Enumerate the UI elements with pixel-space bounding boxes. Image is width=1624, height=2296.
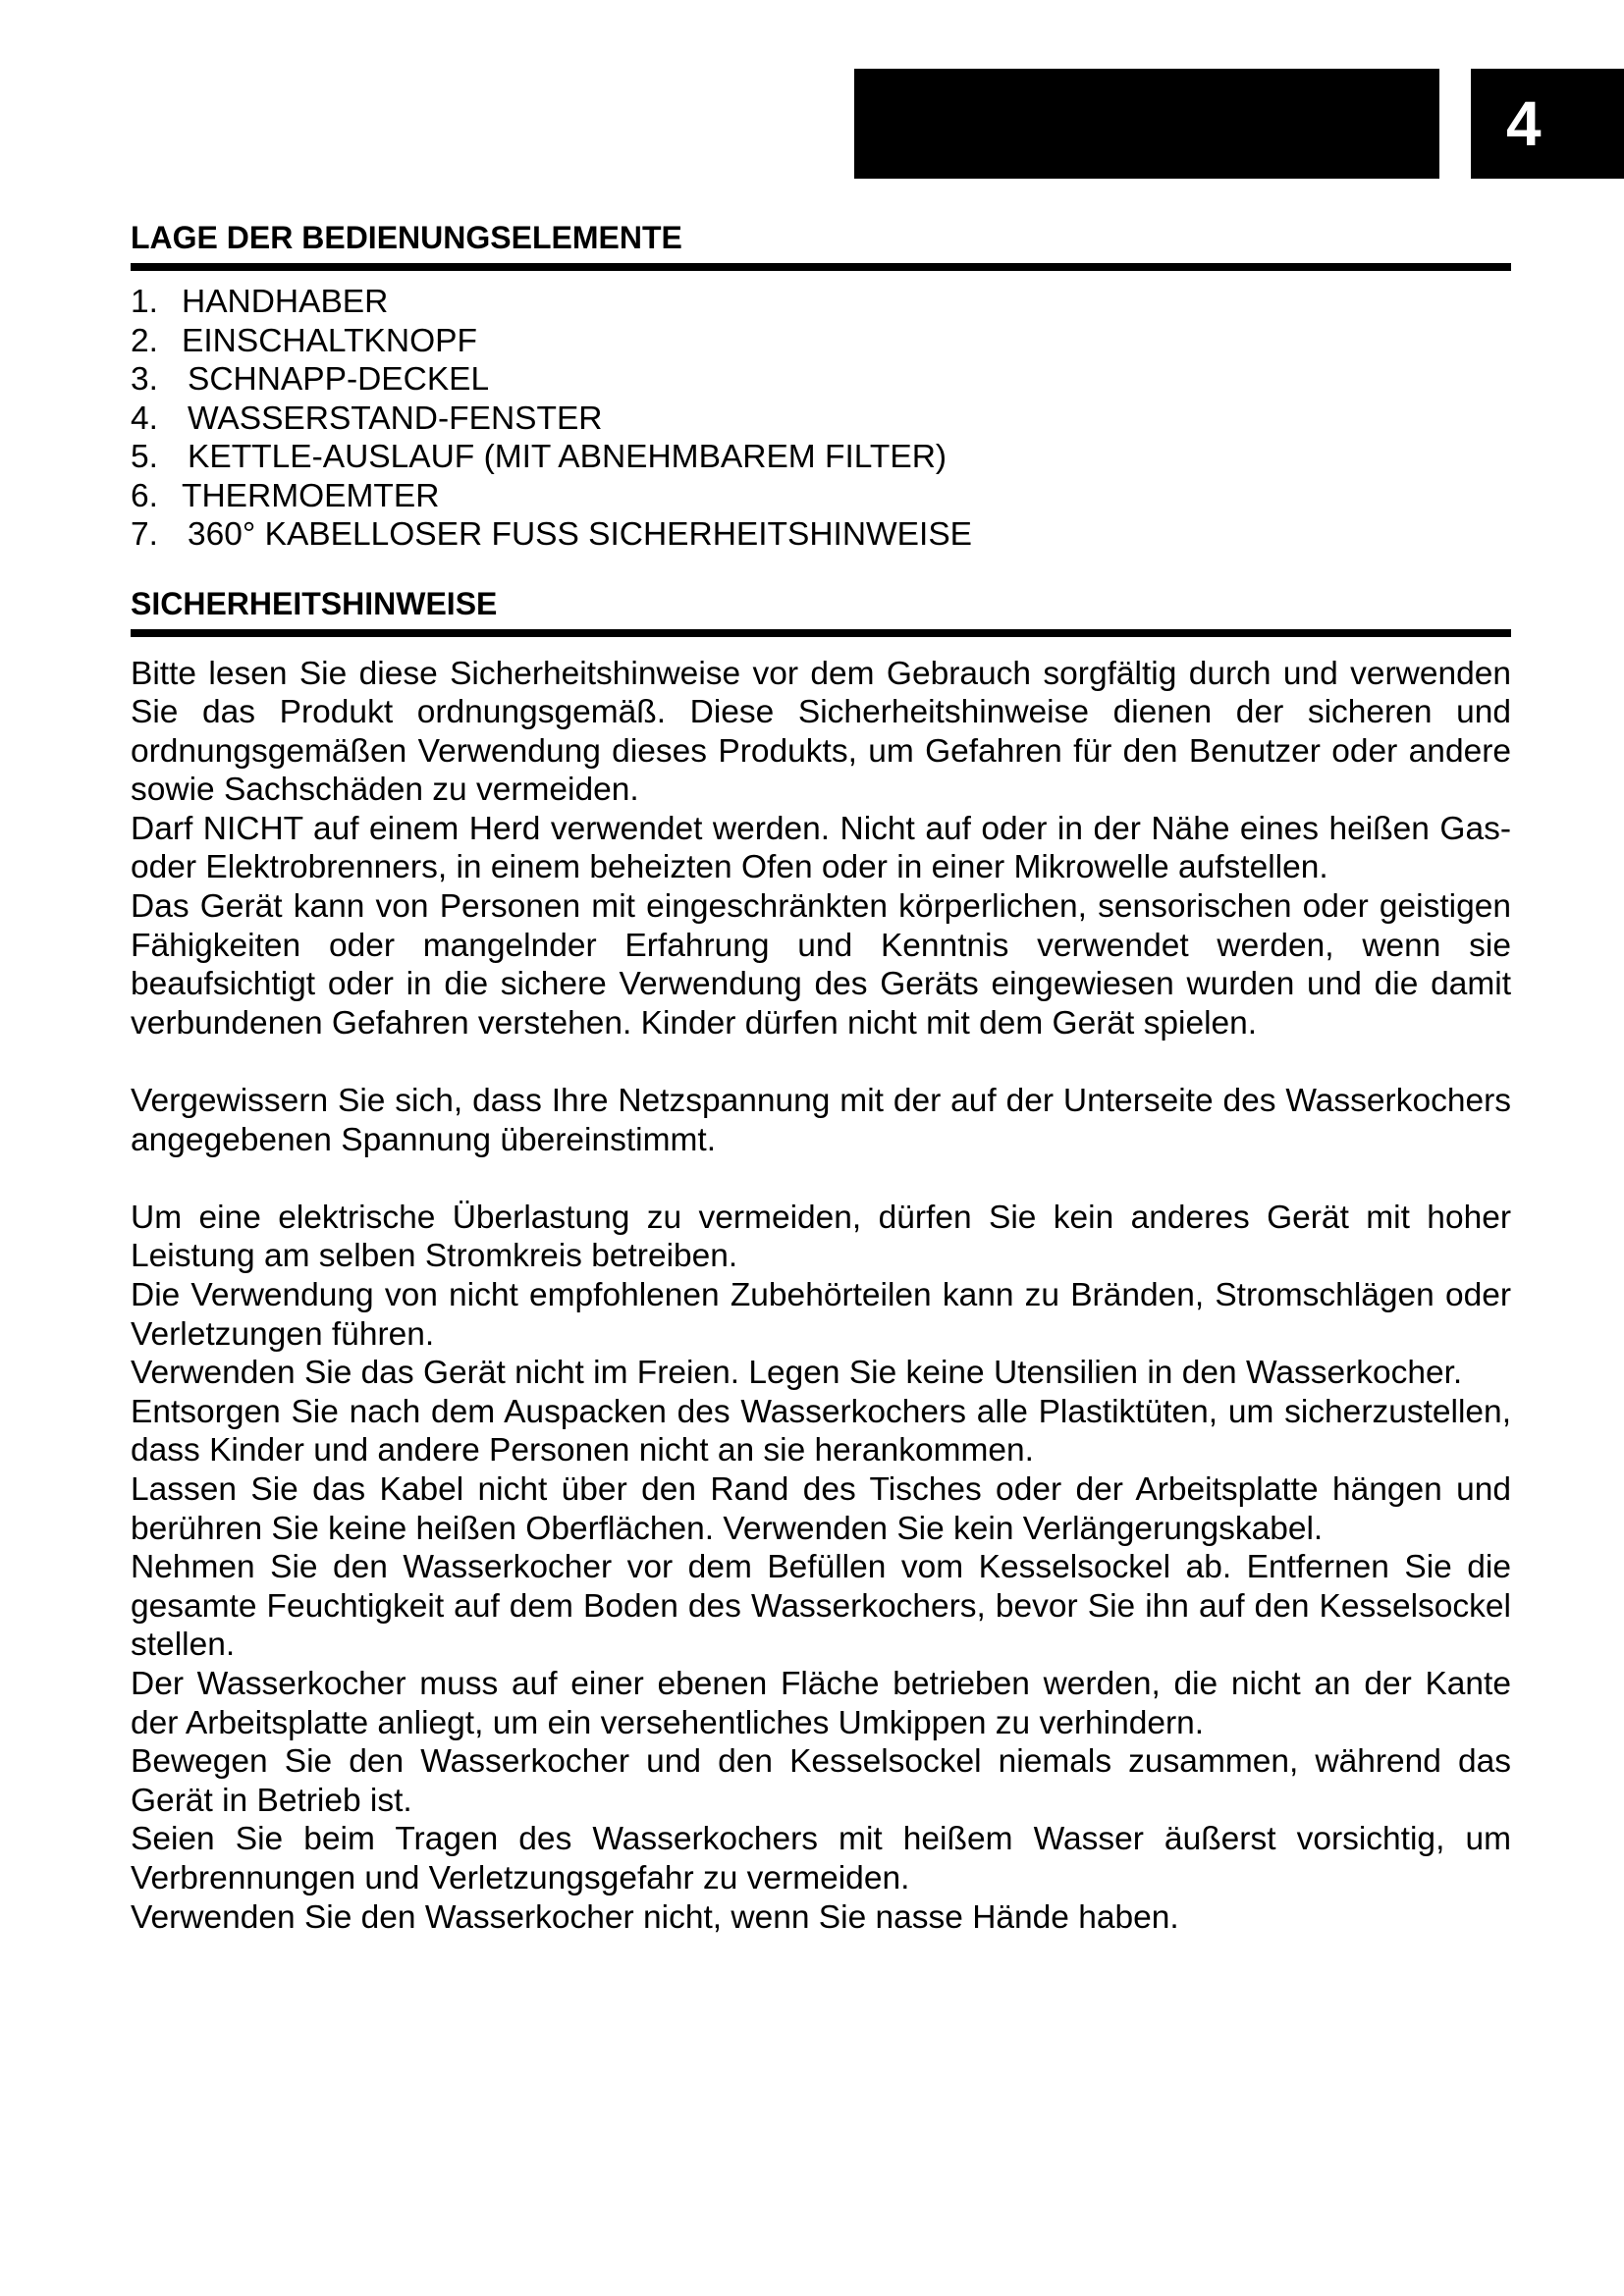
header-bar bbox=[854, 69, 1439, 179]
safety-paragraph: Vergewissern Sie sich, dass Ihre Netzspannung mit der auf der Unterseite des Wasserkochers angegebenen Spannung übereinstimmt. bbox=[131, 1083, 1511, 1158]
list-item-label: 360° KABELLOSER FUSS SICHERHEITSHINWEISE bbox=[188, 516, 973, 553]
safety-paragraph: Nehmen Sie den Wasserkocher vor dem Befüllen vom Kesselsockel ab. Entfernen Sie die gesamte Feuchtigkeit auf dem Boden des Wasserkochers, bevor Sie ihn auf den Kesselsockel stellen. bbox=[131, 1549, 1511, 1664]
page-number: 4 bbox=[1506, 88, 1543, 159]
list-item bbox=[131, 400, 1511, 439]
list-item-number: 4. bbox=[131, 400, 158, 437]
list-item-number: 3. bbox=[131, 361, 158, 398]
list-item-label: EINSCHALTKNOPF bbox=[182, 322, 477, 359]
page-number-tab bbox=[1471, 69, 1624, 179]
list-item-label: HANDHABER bbox=[182, 284, 389, 320]
safety-text-block bbox=[131, 655, 1511, 1938]
safety-paragraph: Lassen Sie das Kabel nicht über den Rand des Tisches oder der Arbeitsplatte hängen und berühren Sie keine heißen Oberflächen. Verwenden Sie kein Verlängerungskabel. bbox=[131, 1470, 1511, 1547]
list-item-label: THERMOEMTER bbox=[182, 477, 440, 514]
safety-paragraph: Darf NICHT auf einem Herd verwendet werden. Nicht auf oder in der Nähe eines heißen Gas- oder Elektrobrenners, in einem beheizten Ofen oder in einer Mikrowelle aufstellen. bbox=[131, 810, 1511, 886]
list-item-number: 7. bbox=[131, 516, 158, 553]
controls-section-title: LAGE DER BEDIENUNGSELEMENTE bbox=[131, 218, 1511, 271]
list-item bbox=[131, 322, 1511, 361]
safety-paragraph: Die Verwendung von nicht empfohlenen Zubehörteilen kann zu Bränden, Stromschlägen oder Verletzungen führen. bbox=[131, 1277, 1511, 1353]
list-item-number: 5. bbox=[131, 439, 158, 475]
list-item-label: WASSERSTAND-FENSTER bbox=[188, 400, 603, 437]
safety-paragraph: Das Gerät kann von Personen mit eingeschränkten körperlichen, sensorischen oder geistigen Fähigkeiten oder mangelnder Erfahrung und Kenntnis verwendet werden, wenn sie beaufsichtigt oder in die sichere Verwendung des Geräts eingewiesen wurden und die damit verbundenen Gefahren verstehen. Kinder dürfen nicht mit dem Gerät spielen. bbox=[131, 888, 1511, 1041]
list-item-label: KETTLE-AUSLAUF (MIT ABNEHMBAREM FILTER) bbox=[188, 439, 947, 475]
safety-paragraph: Der Wasserkocher muss auf einer ebenen Fläche betrieben werden, die nicht an der Kante der Arbeitsplatte anliegt, um ein versehentliches Umkippen zu verhindern. bbox=[131, 1665, 1511, 1741]
list-item-number: 6. bbox=[131, 477, 158, 514]
safety-paragraph: Entsorgen Sie nach dem Auspacken des Wasserkochers alle Plastiktüten, um sicherzustellen, dass Kinder und andere Personen nicht an sie herankommen. bbox=[131, 1393, 1511, 1469]
list-item-number: 2. bbox=[131, 322, 158, 359]
list-item-label: SCHNAPP-DECKEL bbox=[188, 361, 490, 398]
list-item bbox=[131, 477, 1511, 516]
list-item-number: 1. bbox=[131, 284, 158, 320]
list-item bbox=[131, 438, 1511, 477]
safety-paragraph: Verwenden Sie das Gerät nicht im Freien. Legen Sie keine Utensilien in den Wasserkocher. bbox=[131, 1355, 1463, 1392]
list-item bbox=[131, 515, 1511, 555]
list-item bbox=[131, 360, 1511, 400]
list-item bbox=[131, 283, 1511, 322]
safety-paragraph: Um eine elektrische Überlastung zu vermeiden, dürfen Sie kein anderes Gerät mit hoher Leistung am selben Stromkreis betreiben. bbox=[131, 1199, 1511, 1275]
safety-paragraph: Seien Sie beim Tragen des Wasserkochers mit heißem Wasser äußerst vorsichtig, um Verbrennungen und Verletzungsgefahr zu vermeiden. bbox=[131, 1821, 1511, 1896]
safety-paragraph: Bewegen Sie den Wasserkocher und den Kesselsockel niemals zusammen, während das Gerät in Betrieb ist. bbox=[131, 1743, 1511, 1819]
safety-paragraph: Verwenden Sie den Wasserkocher nicht, wenn Sie nasse Hände haben. bbox=[131, 1898, 1179, 1936]
controls-list bbox=[131, 283, 1511, 555]
safety-paragraph: Bitte lesen Sie diese Sicherheitshinweise vor dem Gebrauch sorgfältig durch und verwenden Sie das Produkt ordnungsgemäß. Diese Sicherheitshinweise dienen der sicheren und ordnungsgemäßen Verwendung dieses Produkts, um Gefahren für den Benutzer oder andere sowie Sachschäden zu vermeiden. bbox=[131, 655, 1511, 809]
safety-section-title: SICHERHEITSHINWEISE bbox=[131, 584, 1511, 637]
page-content bbox=[131, 218, 1511, 1937]
